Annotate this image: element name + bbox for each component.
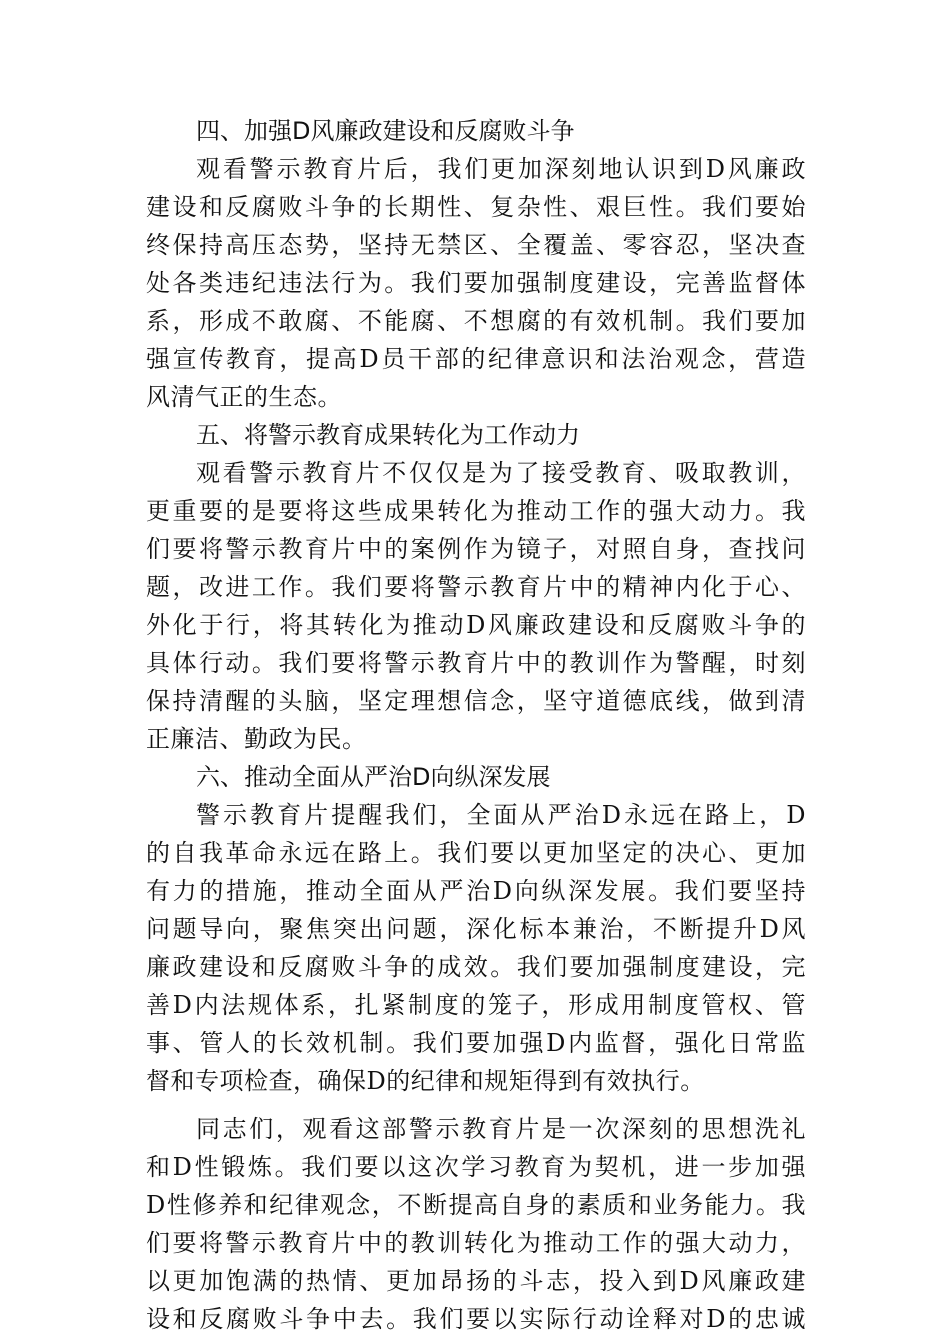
paragraph-line: 问题导向，聚焦突出问题，深化标本兼治，不断提升D风 — [146, 915, 806, 943]
paragraph-line: 设和反腐败斗争中去。我们要以实际行动诠释对D的忠诚 — [146, 1305, 806, 1333]
paragraph-line: 处各类违纪违法行为。我们要加强制度建设，完善监督体 — [146, 269, 806, 297]
paragraph-line: 正廉洁、勤政为民。 — [146, 725, 367, 753]
section-paragraph-5 — [146, 454, 806, 758]
paragraph-line: 观看警示教育片不仅仅是为了接受教育、吸取教训， — [196, 459, 806, 487]
paragraph-line: 题，改进工作。我们要将警示教育片中的精神内化于心、 — [146, 573, 806, 601]
paragraph-line: 廉政建设和反腐败斗争的成效。我们要加强制度建设，完 — [146, 953, 806, 981]
section-heading-5: 五、将警示教育成果转化为工作动力 — [196, 421, 580, 449]
section-heading-6: 六、推动全面从严治D向纵深发展 — [196, 763, 551, 791]
paragraph-line: 以更加饱满的热情、更加昂扬的斗志，投入到D风廉政建 — [146, 1267, 806, 1295]
paragraph-line: 建设和反腐败斗争的长期性、复杂性、艰巨性。我们要始 — [146, 193, 806, 221]
paragraph-line: 具体行动。我们要将警示教育片中的教训作为警醒，时刻 — [146, 649, 806, 677]
paragraph-line: 保持清醒的头脑，坚定理想信念，坚守道德底线，做到清 — [146, 687, 806, 715]
paragraph-line: 外化于行，将其转化为推动D风廉政建设和反腐败斗争的 — [146, 611, 806, 639]
paragraph-line: D性修养和纪律观念，不断提高自身的素质和业务能力。我 — [146, 1191, 806, 1219]
section-paragraph-4 — [146, 150, 806, 416]
paragraph-line: 善D内法规体系，扎紧制度的笼子，形成用制度管权、管 — [146, 991, 806, 1019]
closing-paragraph — [146, 1110, 806, 1338]
paragraph-line: 强宣传教育，提高D员干部的纪律意识和法治观念，营造 — [146, 345, 806, 373]
paragraph-line: 终保持高压态势，坚持无禁区、全覆盖、零容忍，坚决查 — [146, 231, 806, 259]
paragraph-line: 们要将警示教育片中的教训转化为推动工作的强大动力， — [146, 1229, 806, 1257]
section-paragraph-6 — [146, 796, 806, 1100]
paragraph-line: 督和专项检查，确保D的纪律和规矩得到有效执行。 — [146, 1067, 705, 1095]
paragraph-line: 警示教育片提醒我们，全面从严治D永远在路上，D — [196, 801, 806, 829]
paragraph-line: 风清气正的生态。 — [146, 383, 342, 411]
paragraph-line: 的自我革命永远在路上。我们要以更加坚定的决心、更加 — [146, 839, 806, 867]
paragraph-line: 更重要的是要将这些成果转化为推动工作的强大动力。我 — [146, 497, 806, 525]
paragraph-line: 们要将警示教育片中的案例作为镜子，对照自身，查找问 — [146, 535, 806, 563]
paragraph-line: 有力的措施，推动全面从严治D向纵深发展。我们要坚持 — [146, 877, 806, 905]
paragraph-line: 事、管人的长效机制。我们要加强D内监督，强化日常监 — [146, 1029, 806, 1057]
paragraph-gap — [146, 1100, 806, 1110]
paragraph-line: 观看警示教育片后，我们更加深刻地认识到D风廉政 — [196, 155, 806, 183]
paragraph-line: 和D性锻炼。我们要以这次学习教育为契机，进一步加强 — [146, 1153, 806, 1181]
paragraph-line: 系，形成不敢腐、不能腐、不想腐的有效机制。我们要加 — [146, 307, 806, 335]
paragraph-line: 同志们，观看这部警示教育片是一次深刻的思想洗礼 — [196, 1115, 806, 1143]
section-heading-4: 四、加强D风廉政建设和反腐败斗争 — [196, 117, 575, 145]
